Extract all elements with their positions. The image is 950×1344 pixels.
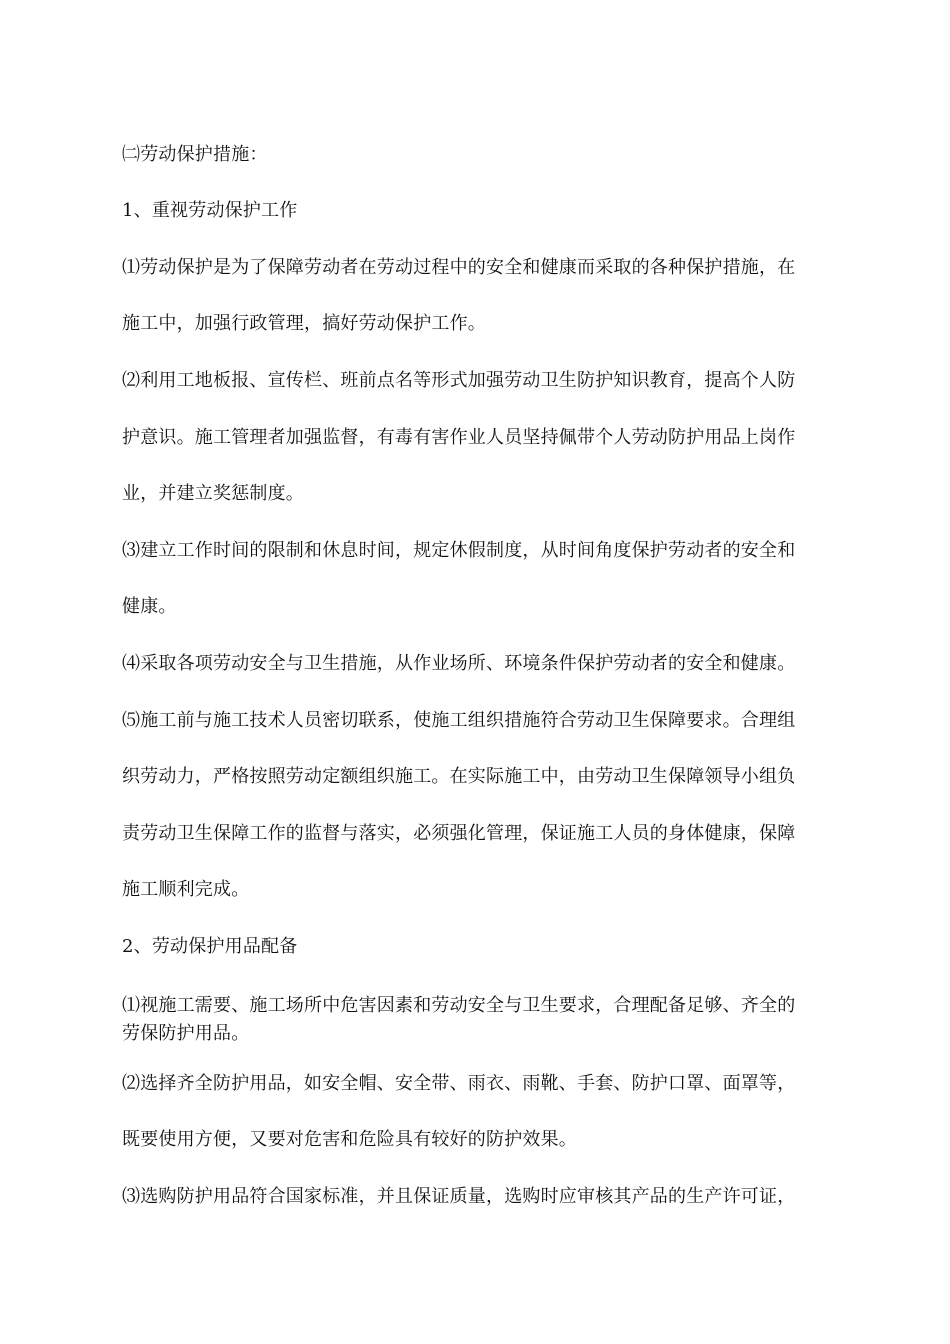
paragraph-line: ⑶建立工作时间的限制和休息时间，规定休假制度，从时间角度保护劳动者的安全和	[122, 540, 796, 561]
paragraph-line: 劳保防护用品。	[122, 1023, 250, 1044]
paragraph-line: ⑴劳动保护是为了保障劳动者在劳动过程中的安全和健康而采取的各种保护措施，在	[122, 257, 796, 278]
paragraph-line: 健康。	[122, 596, 177, 617]
paragraph-line: 施工中，加强行政管理，搞好劳动保护工作。	[122, 313, 486, 334]
paragraph-line: 织劳动力，严格按照劳动定额组织施工。在实际施工中，由劳动卫生保障领导小组负	[122, 766, 796, 787]
paragraph-line: ⑸施工前与施工技术人员密切联系，使施工组织措施符合劳动卫生保障要求。合理组	[122, 710, 796, 731]
subsection-heading: 1、重视劳动保护工作	[122, 200, 298, 221]
paragraph-line: 责劳动卫生保障工作的监督与落实，必须强化管理，保证施工人员的身体健康，保障	[122, 823, 796, 844]
paragraph-line: 施工顺利完成。	[122, 879, 250, 900]
paragraph-line: ⑴视施工需要、施工场所中危害因素和劳动安全与卫生要求，合理配备足够、齐全的	[122, 995, 796, 1016]
paragraph-line: ⑵利用工地板报、宣传栏、班前点名等形式加强劳动卫生防护知识教育，提高个人防	[122, 370, 796, 391]
subsection-heading: 2、劳动保护用品配备	[122, 936, 298, 957]
paragraph-line: 既要使用方便，又要对危害和危险具有较好的防护效果。	[122, 1129, 577, 1150]
paragraph-line: ⑷采取各项劳动安全与卫生措施，从作业场所、环境条件保护劳动者的安全和健康。	[122, 653, 796, 674]
section-heading: ㈡劳动保护措施：	[122, 144, 268, 165]
paragraph-line: 业，并建立奖惩制度。	[122, 483, 304, 504]
paragraph-line: ⑵选择齐全防护用品，如安全帽、安全带、雨衣、雨靴、手套、防护口罩、面罩等，	[122, 1073, 796, 1094]
paragraph-line: ⑶选购防护用品符合国家标准，并且保证质量，选购时应审核其产品的生产许可证，	[122, 1186, 796, 1207]
paragraph-line: 护意识。施工管理者加强监督，有毒有害作业人员坚持佩带个人劳动防护用品上岗作	[122, 427, 796, 448]
